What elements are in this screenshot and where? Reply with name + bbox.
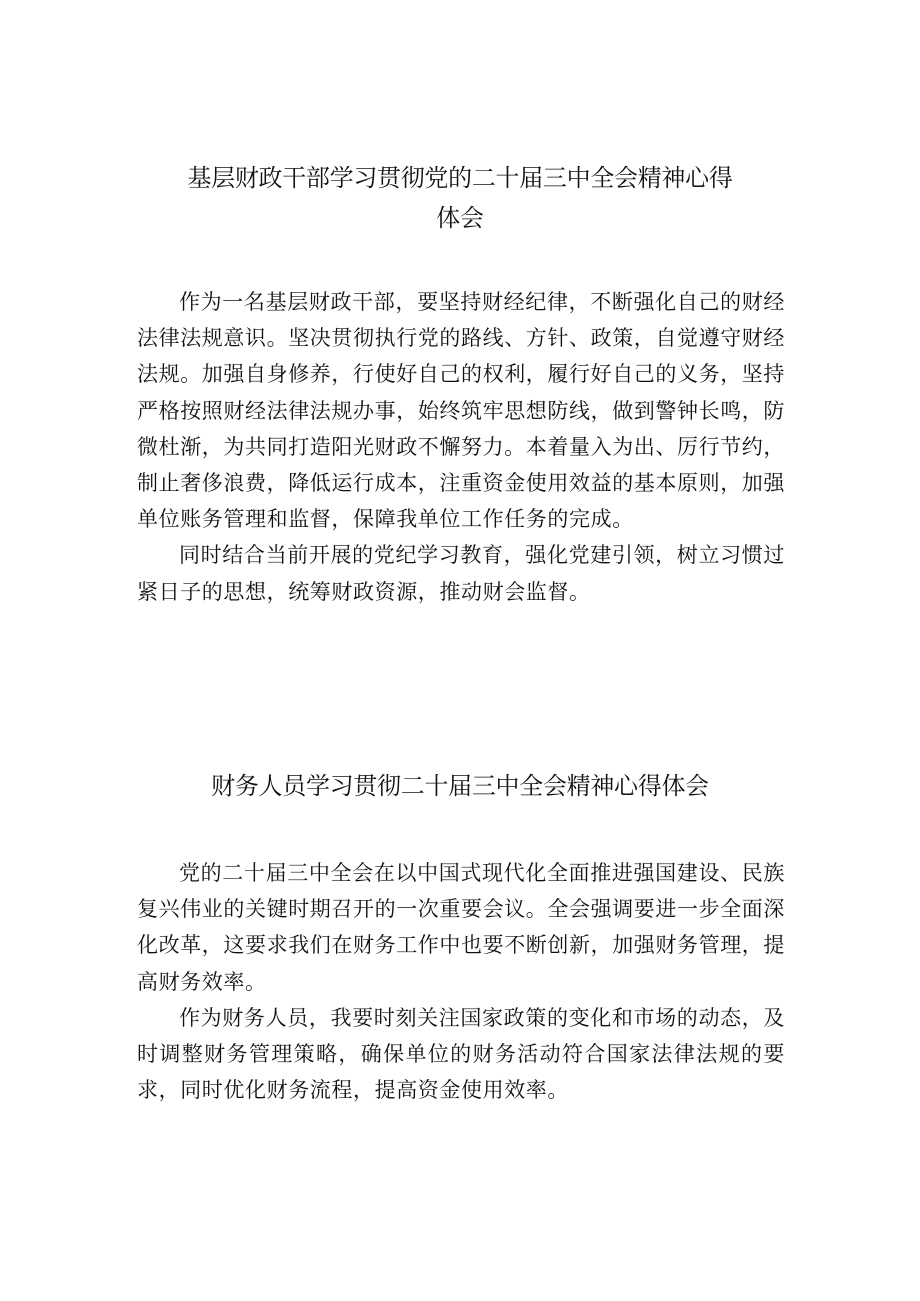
article-2-paragraph-2: 作为财务人员，我要时刻关注国家政策的变化和市场的动态，及时调整财务管理策略，确保单位的财务活动符合国家法律法规的要求，同时优化财务流程，提高资金使用效率。 — [137, 1005, 785, 1103]
article-1-title-line-2: 体会 — [436, 204, 484, 232]
article-1-title-line-1: 基层财政干部学习贯彻党的二十届三中全会精神心得 — [187, 164, 733, 192]
article-1-body — [137, 284, 785, 610]
article-2-paragraph-1: 党的二十届三中全会在以中国式现代化全面推进强国建设、民族复兴伟业的关键时期召开的一次重要会议。全会强调要进一步全面深化改革，这要求我们在财务工作中也要不断创新，加强财务管理，提高财务效率。 — [137, 861, 785, 994]
article-1-title — [140, 158, 780, 238]
article-1-paragraph-2: 同时结合当前开展的党纪学习教育，强化党建引领，树立习惯过紧日子的思想，统筹财政资源，推动财会监督。 — [137, 543, 785, 604]
article-2-title: 财务人员学习贯彻二十届三中全会精神心得体会 — [211, 772, 709, 800]
article-1-paragraph-1: 作为一名基层财政干部，要坚持财经纪律，不断强化自己的财经法律法规意识。坚决贯彻执行党的路线、方针、政策，自觉遵守财经法规。加强自身修养，行使好自己的权利，履行好自己的义务，坚持严格按照财经法律法规办事，始终筑牢思想防线，做到警钟长鸣，防微杜渐，为共同打造阳光财政不懈努力。本着量入为出、厉行节约，制止奢侈浪费，降低运行成本，注重资金使用效益的基本原则，加强单位账务管理和监督，保障我单位工作任务的完成。 — [137, 290, 785, 532]
article-2-body — [137, 855, 785, 1108]
